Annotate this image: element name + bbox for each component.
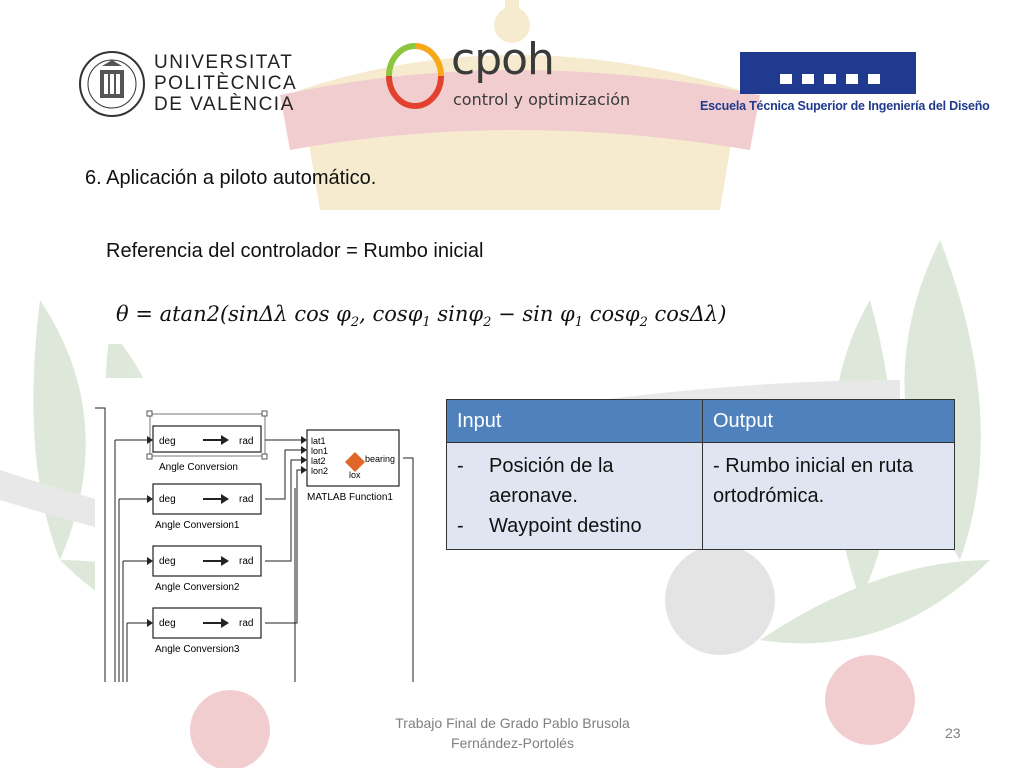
list-dash: -	[457, 455, 464, 477]
upv-wordmark	[154, 52, 297, 115]
block-3-out-label: rad	[239, 556, 254, 567]
header-input: Input	[447, 400, 703, 443]
angle-conversion-block-4[interactable]	[153, 608, 261, 655]
input-item-1: Posición de la aeronave.	[489, 455, 614, 507]
angle-conversion-block-1[interactable]	[153, 426, 261, 473]
port-lat2: lat2	[311, 456, 326, 466]
cpoh-ring-icon	[385, 40, 445, 112]
list-item	[457, 511, 692, 541]
upv-line-1: UNIVERSITAT	[154, 52, 294, 73]
block-4-out-label: rad	[239, 618, 254, 629]
block-2-label: Angle Conversion1	[155, 520, 240, 531]
input-item-2: Waypoint destino	[489, 515, 642, 537]
formula-sub2: 1	[422, 315, 431, 331]
upv-line-2: POLITÈCNICA	[154, 73, 298, 94]
port-lon1: lon1	[311, 446, 329, 456]
formula-part5: cosφ	[583, 302, 640, 326]
table-row	[447, 443, 955, 550]
list-item	[457, 451, 692, 511]
table-header-row	[447, 400, 955, 443]
header-output: Output	[703, 400, 955, 443]
cpoh-tagline: control y optimización	[453, 90, 631, 109]
block-2-in-label: deg	[159, 494, 176, 505]
formula-sub4: 1	[574, 315, 584, 331]
upv-logo	[78, 50, 298, 120]
etsid-caption: Escuela Técnica Superior de Ingeniería del Diseño	[700, 99, 990, 113]
simulink-diagram	[95, 378, 417, 682]
etsid-logo	[700, 52, 990, 122]
input-list	[457, 451, 692, 541]
formula-sub1: 2	[350, 315, 360, 331]
formula-part6: cosΔλ)	[647, 302, 727, 326]
formula-sub3: 2	[483, 315, 492, 331]
formula-sub5: 2	[639, 315, 648, 331]
formula-part4: − sin φ	[491, 302, 575, 326]
slide-heading: 6. Aplicación a piloto automático.	[85, 167, 377, 189]
function-block-label: MATLAB Function1	[307, 492, 393, 503]
angle-conversion-block-2[interactable]	[153, 484, 261, 531]
list-dash: -	[457, 515, 464, 537]
upv-seal-icon	[78, 50, 146, 118]
footer-line-1: Trabajo Final de Grado Pablo Brusola	[395, 715, 630, 731]
cpoh-name: cpoh	[451, 34, 554, 85]
block-1-out-label: rad	[239, 436, 254, 447]
input-cell	[447, 443, 703, 550]
matlab-function-block[interactable]	[307, 430, 399, 503]
block-3-label: Angle Conversion2	[155, 582, 240, 593]
port-lon2: lon2	[311, 466, 329, 476]
formula-lhs: θ = atan2(	[116, 302, 229, 326]
block-3-in-label: deg	[159, 556, 176, 567]
formula-part3: sinφ	[430, 302, 484, 326]
block-4-in-label: deg	[159, 618, 176, 629]
formula-part2: , cosφ	[359, 302, 423, 326]
upv-line-3: DE VALÈNCIA	[154, 94, 295, 115]
block-2-out-label: rad	[239, 494, 254, 505]
block-1-label: Angle Conversion	[159, 462, 238, 473]
page-number: 23	[945, 725, 961, 741]
formula-part1: sinΔλ cos φ	[228, 302, 351, 326]
block-1-in-label: deg	[159, 436, 176, 447]
output-cell: - Rumbo inicial en ruta ortodrómica.	[703, 443, 955, 550]
function-inner-label: lox	[349, 470, 361, 480]
angle-conversion-block-3[interactable]	[153, 546, 261, 593]
cpoh-logo	[385, 34, 645, 120]
port-bearing: bearing	[365, 454, 396, 464]
port-lat1: lat1	[311, 436, 326, 446]
etsid-mark-icon	[740, 52, 916, 94]
formula-equation	[116, 302, 726, 330]
formula-box	[102, 288, 790, 344]
slide-subheading: Referencia del controlador = Rumbo inicial	[106, 240, 484, 262]
footer-line-2: Fernández-Portolés	[451, 735, 574, 751]
io-table	[446, 399, 955, 550]
block-4-label: Angle Conversion3	[155, 644, 240, 655]
footer-text	[380, 713, 645, 753]
